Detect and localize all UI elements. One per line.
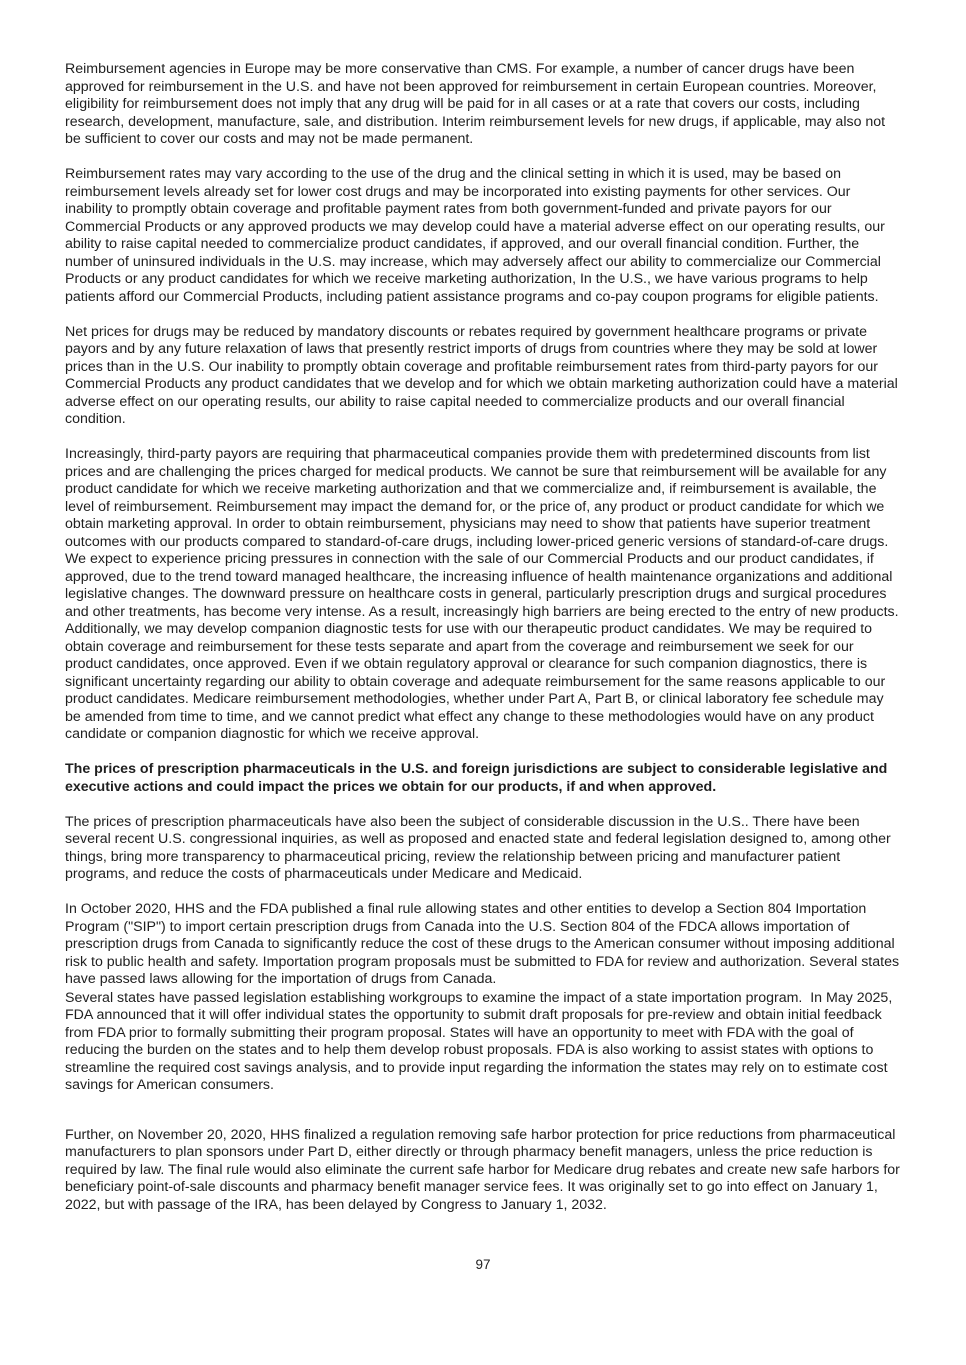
paragraph-reimbursement-rates: Reimbursement rates may vary according to the use of the drug and the clinical setting in which it is used, may be based on reimbursement levels already set for lower cost drugs and may be incorporated into existing payments for other services. Our inability to promptly obtain coverage and profitable payment rates from both government-funded and private payors for our Commercial Products or any approved products we may develop could have a material adverse effect on our operating results, our ability to raise capital needed to commercialize product candidates, if approved, and our overall financial condition. Further, the number of uninsured individuals in the U.S. may increase, which may adversely affect our ability to commercialize our Commercial Products or any product candidates for which we receive marketing authorization, In the U.S., we have various programs to help patients afford our Commercial Products, including patient assistance programs and co-pay coupon programs for eligible patients. bbox=[65, 166, 889, 305]
paragraph-state-workgroups: Several states have passed legislation establishing workgroups to examine the impact of a state importation program. In May 2025, FDA announced that it will offer individual states the opportunity to submit draft proposals for pre-review and obtain initial feedback from FDA prior to formally submitting their program proposal. States will have an opportunity to meet with FDA with the goal of reducing the burden on the states and to help them develop robust proposals. FDA is also working to assist states with options to streamline the required cost savings analysis, and to provide input regarding the information the states may rely on to estimate cost savings for American consumers. bbox=[65, 989, 897, 1093]
paragraph-safe-harbor: Further, on November 20, 2020, HHS finalized a regulation removing safe harbor protection for price reductions from pharmaceutical manufacturers to plan sponsors under Part D, either directly or through pharmacy benefit managers, unless the price reduction is required by law. The final rule would also eliminate the current safe harbor for Medicare drug rebates and create new safe harbors for beneficiary point-of-sale discounts and pharmacy benefit manager service fees. It was originally set to go into effect on January 1, 2022, but with passage of the IRA, has been delayed by Congress to January 1, 2032. bbox=[65, 1126, 904, 1213]
paragraph-third-party-payors: Increasingly, third-party payors are requiring that pharmaceutical companies provide them with predetermined discounts from list prices and are challenging the prices charged for medical products. We cannot be sure that reimbursement will be available for any product candidate for which we receive marketing authorization and that we commercialize and, if reimbursement is available, the level of reimbursement. Reimbursement may impact the demand for, or the price of, any product or product candidate for which we obtain marketing approval. In order to obtain reimbursement, physicians may need to show that patients have superior treatment outcomes with our products compared to standard-of-care drugs, including lower-priced generic versions of standard-of-care drugs. We expect to experience pricing pressures in connection with the sale of our Commercial Products and our product candidates, if approved, due to the trend toward managed healthcare, the increasing influence of health maintenance organizations and additional legislative changes. The downward pressure on healthcare costs in general, particularly prescription drugs and surgical procedures and other treatments, has become very intense. As a result, increasingly high barriers are being erected to the entry of new products. Additionally, we may develop companion diagnostic tests for use with our therapeutic product candidates. We may be required to obtain coverage and reimbursement for these tests separate and apart from the coverage and reimbursement we seek for our product candidates, once approved. Even if we obtain regulatory approval or clearance for such companion diagnostics, there is significant uncertainty regarding our ability to obtain coverage and adequate reimbursement for the same reasons applicable to our product candidates. Medicare reimbursement methodologies, whether under Part A, Part B, or clinical laboratory fee schedule may be amended from time to time, and we cannot predict what effect any change to these methodologies would have on any product candidate or companion diagnostic for which we receive approval. bbox=[65, 446, 902, 742]
page-number: 97 bbox=[475, 1257, 491, 1272]
paragraph-net-prices: Net prices for drugs may be reduced by mandatory discounts or rebates required by government healthcare programs or private payors and by any future relaxation of laws that presently restrict imports of drugs from countries where they may be sold at lower prices than in the U.S. Our inability to promptly obtain coverage and profitable reimbursement rates from third-party payors for our Commercial Products any product candidates that we develop and for which we obtain marketing authorization could have a material adverse effect on our operating results, our ability to raise capital needed to commercialize products and our overall financial condition. bbox=[65, 323, 902, 427]
risk-factor-heading: The prices of prescription pharmaceuticals in the U.S. and foreign jurisdictions are subject to considerable legislative and executive actions and could impact the prices we obtain for our products, if and when approved. bbox=[65, 761, 892, 795]
paragraph-prices-discussion: The prices of prescription pharmaceuticals have also been the subject of considerable discussion in the U.S.. There have been several recent U.S. congressional inquiries, as well as proposed and enacted state and federal legislation designed to, among other things, bring more transparency to pharmaceutical pricing, review the relationship between pricing and manufacturer patient programs, and reduce the costs of pharmaceuticals under Medicare and Medicaid. bbox=[65, 813, 895, 882]
paragraph-importation-program: In October 2020, HHS and the FDA published a final rule allowing states and other entities to develop a Section 804 Importation Program ("SIP") to import certain prescription drugs from Canada into the U.S. Section 804 of the FDCA allows importation of prescription drugs from Canada to significantly reduce the cost of these drugs to the American consumer without imposing additional risk to public health and safety. Importation program proposals must be submitted to FDA for review and authorization. Several states have passed laws allowing for the importation of drugs from Canada. bbox=[65, 901, 904, 987]
paragraph-reimbursement-europe: Reimbursement agencies in Europe may be more conservative than CMS. For example, a number of cancer drugs have been approved for reimbursement in the U.S. and have not been approved for reimbursement in certain European countries. Moreover, eligibility for reimbursement does not imply that any drug will be paid for in all cases or at a rate that covers our costs, including research, development, manufacture, sale, and distribution. Interim reimbursement levels for new drugs, if applicable, may also not be sufficient to cover our costs and may not be made permanent. bbox=[65, 61, 890, 147]
